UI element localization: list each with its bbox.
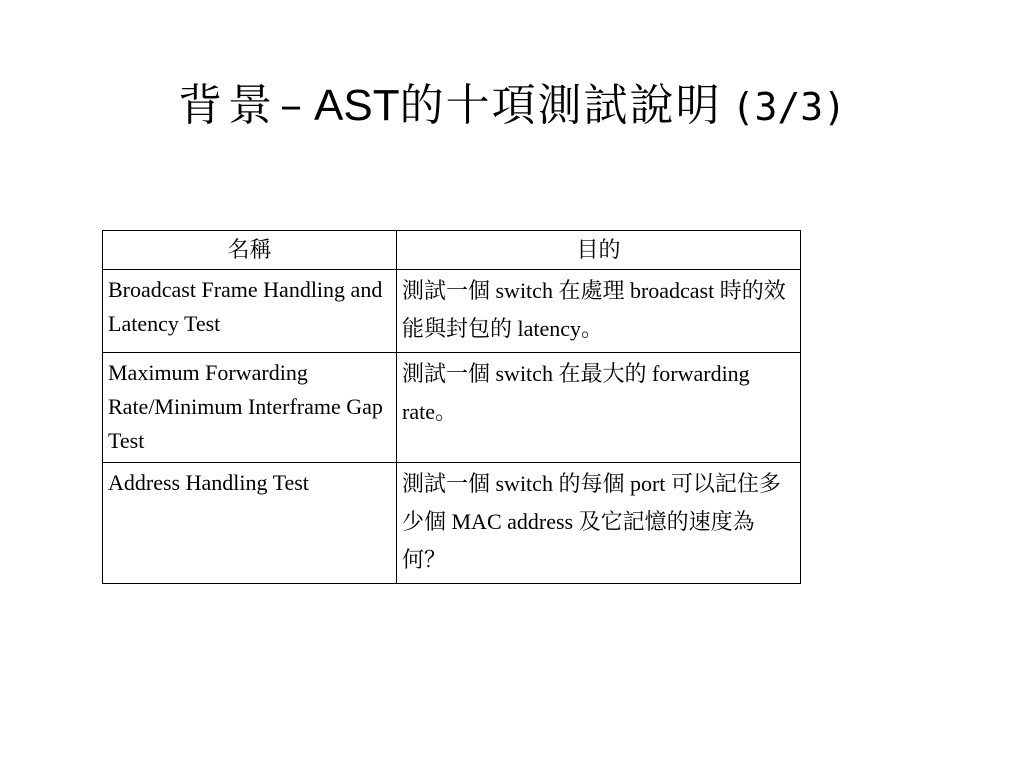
table-header-row [103,231,801,270]
test-name-cell: Broadcast Frame Handling and Latency Test [103,270,397,353]
title-description: 的十項測試說明 [399,80,722,131]
test-purpose-cell: 測試一個 switch 在處理 broadcast 時的效能與封包的 latency。 [397,270,801,353]
test-name-cell: Maximum Forwarding Rate/Minimum Interframe Gap Test [103,353,397,463]
test-name-cell: Address Handling Test [103,463,397,584]
header-name: 名稱 [103,231,397,270]
table-row [103,463,801,584]
table-row [103,270,801,353]
slide-title [0,76,1024,137]
title-page-indicator: (3/3) [731,85,846,129]
header-purpose: 目的 [397,231,801,270]
test-purpose-cell: 測試一個 switch 在最大的 forwarding rate。 [397,353,801,463]
title-separator: – [280,80,303,131]
test-purpose-cell: 測試一個 switch 的每個 port 可以記住多少個 MAC address 及它記憶的速度為何？ [397,463,801,584]
table-row [103,353,801,463]
test-table [102,230,801,584]
title-topic: 背景 [178,80,279,131]
title-acronym: AST [314,81,400,130]
